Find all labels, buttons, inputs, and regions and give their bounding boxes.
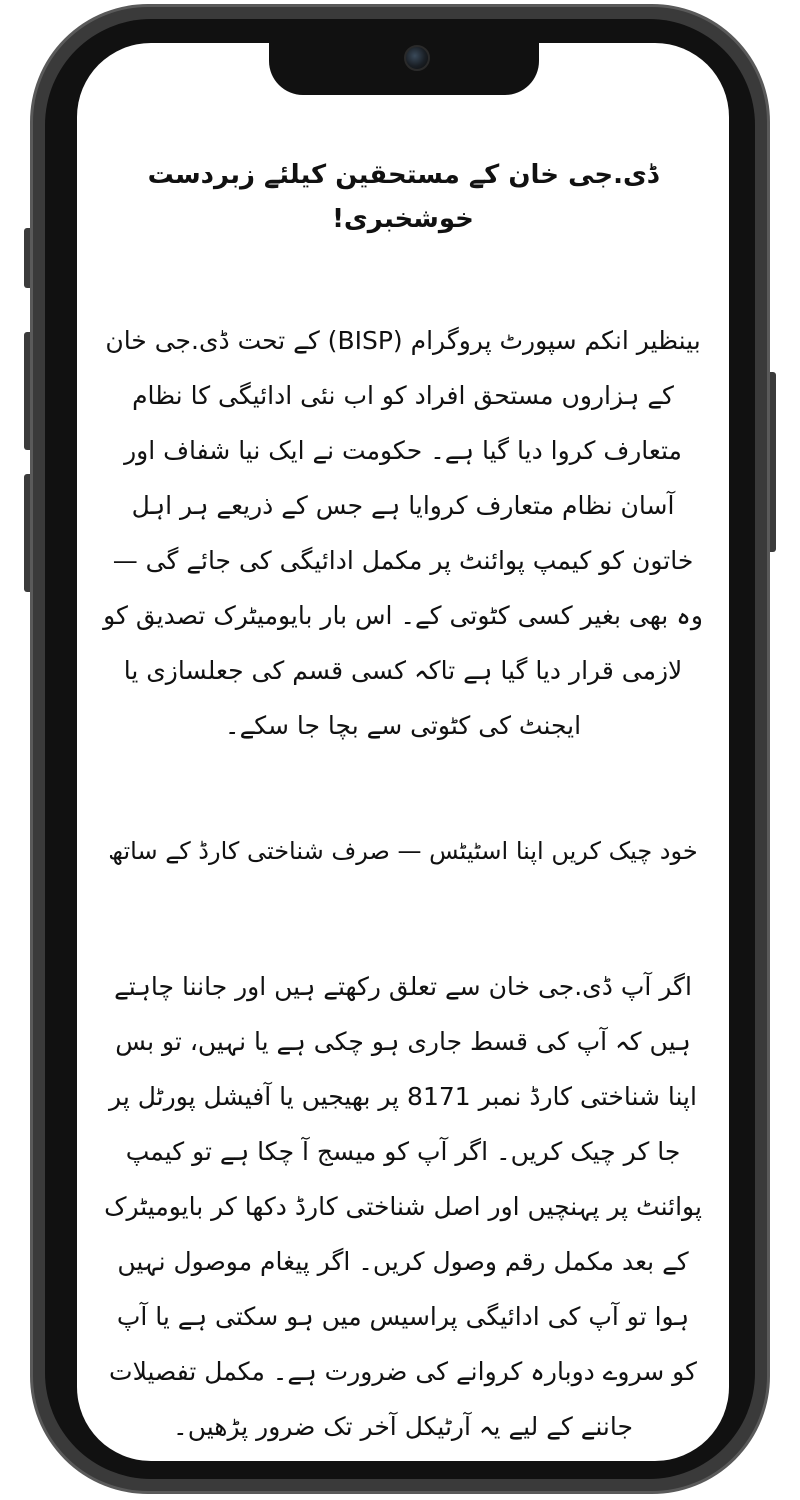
phone-frame [30, 4, 770, 1494]
phone-screen [77, 43, 729, 1461]
notch [269, 43, 539, 95]
article-title: ڈی.جی خان کے مستحقین کیلئے زبردست خوشخبری! [147, 160, 659, 234]
article [101, 153, 705, 1454]
article-intro: بینظیر انکم سپورٹ پروگرام (BISP) کے تحت ڈی.جی خان کے ہزاروں مستحق افراد کو اب نئی ادائیگی کا نظام متعارف کروا دیا گیا ہے۔ حکومت نے ایک نیا شفاف اور آسان نظام متعارف کروایا ہے جس کے ذریعے ہر اہل خاتون کو کیمپ پوائنٹ پر مکمل ادائیگی کی جائے گی — وہ بھی بغیر کسی کٹوتی کے۔ اس بار بایومیٹرک تصدیق کو لازمی قرار دیا گیا ہے تاکہ کسی قسم کی جعلسازی یا ایجنٹ کی کٹوتی سے بچا جا سکے۔ [103, 326, 703, 740]
article-body: اگر آپ ڈی.جی خان سے تعلق رکھتے ہیں اور جاننا چاہتے ہیں کہ آپ کی قسط جاری ہو چکی ہے یا نہیں، تو بس اپنا شناختی کارڈ نمبر 8171 پر بھیجیں یا آفیشل پورٹل پر جا کر چیک کریں۔ اگر آپ کو میسج آ چکا ہے تو کیمپ پوائنٹ پر پہنچیں اور اصل شناختی کارڈ دکھا کر بایومیٹرک کے بعد مکمل رقم وصول کریں۔ اگر پیغام موصول نہیں ہوا تو آپ کی ادائیگی پراسیس میں ہو سکتی ہے یا آپ کو سروے دوبارہ کروانے کی ضرورت ہے۔ مکمل تفصیلات جاننے کے لیے یہ آرٹیکل آخر تک ضرور پڑھیں۔ [104, 972, 702, 1441]
front-camera-icon [404, 45, 430, 71]
article-subheading: خود چیک کریں اپنا اسٹیٹس — صرف شناختی کارڈ کے ساتھ [108, 837, 698, 865]
